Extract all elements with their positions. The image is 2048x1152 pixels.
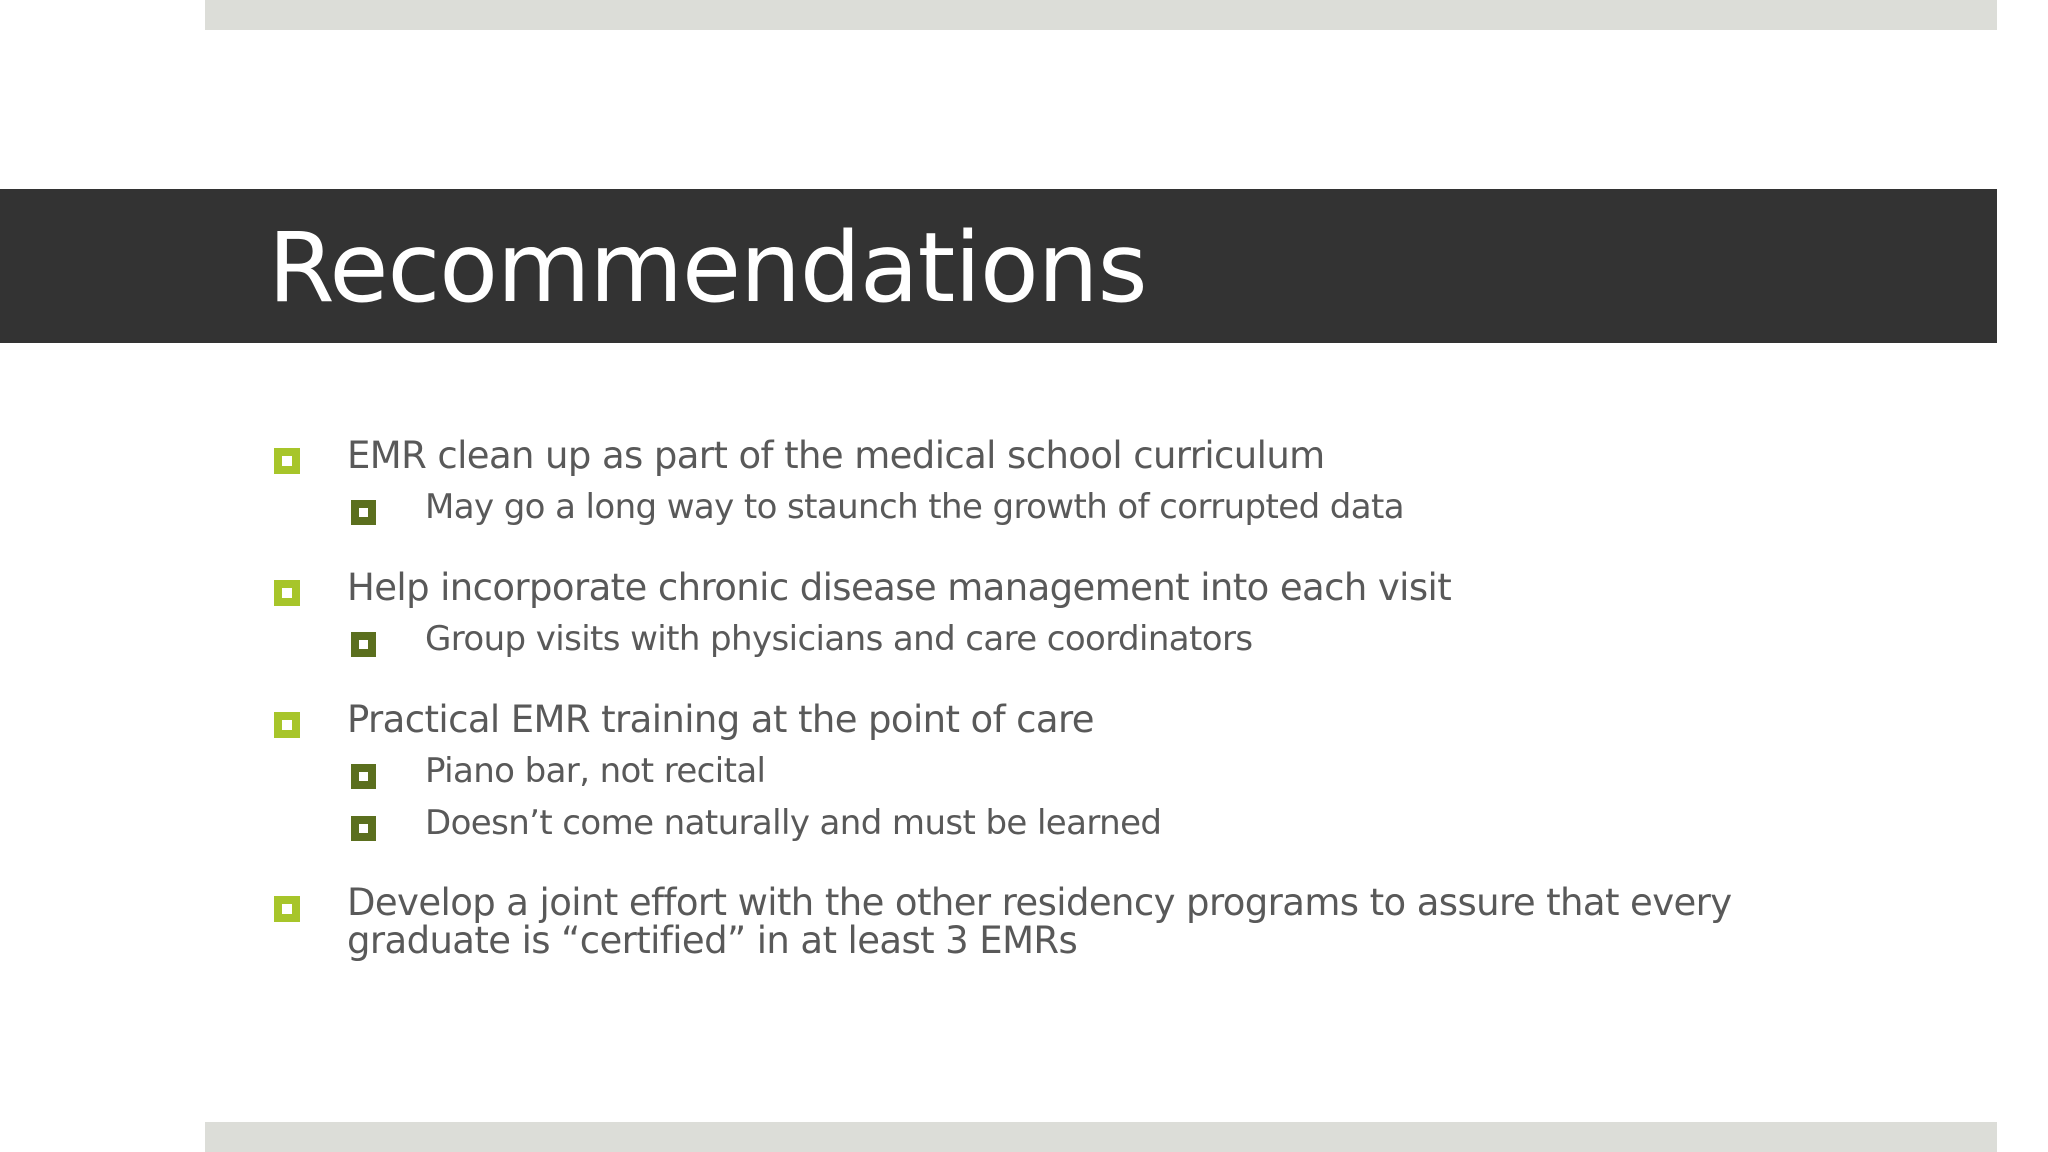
- level1-bullet: [270, 436, 1830, 476]
- bullet-list: [270, 436, 1830, 960]
- sub-bullet-text: Doesn’t come naturally and must be learned: [425, 803, 1162, 843]
- hollow-square-bullet-icon: [351, 764, 376, 789]
- bullet-item: [270, 436, 1830, 528]
- level2-bullet: [270, 618, 1830, 660]
- hollow-square-bullet-icon: [274, 448, 300, 474]
- hollow-square-bullet-icon: [351, 500, 376, 525]
- bullet-text: EMR clean up as part of the medical school curriculum: [347, 434, 1325, 477]
- bottom-accent-band: [205, 1122, 1997, 1152]
- hollow-square-bullet-icon: [274, 896, 300, 922]
- sub-bullet-text: Group visits with physicians and care coordinators: [425, 619, 1253, 659]
- bullet-item: [270, 881, 1830, 962]
- bullet-text: Practical EMR training at the point of care: [347, 698, 1094, 741]
- bullet-text: Help incorporate chronic disease management into each visit: [347, 566, 1452, 609]
- sub-bullet-text: Piano bar, not recital: [425, 751, 766, 791]
- bullet-item: [270, 700, 1830, 844]
- hollow-square-bullet-icon: [351, 632, 376, 657]
- level1-bullet: [270, 700, 1830, 740]
- level1-bullet: [270, 881, 1830, 962]
- slide-title: Recommendations: [268, 212, 1147, 324]
- level1-bullet: [270, 568, 1830, 608]
- top-accent-band: [205, 0, 1997, 30]
- level2-bullet: [270, 802, 1830, 844]
- sub-bullet-text: May go a long way to staunch the growth of corrupted data: [425, 487, 1404, 527]
- hollow-square-bullet-icon: [351, 816, 376, 841]
- bullet-text: Develop a joint effort with the other residency programs to assure that every graduate is “certified” in at least 3 EMRs: [347, 881, 1732, 962]
- hollow-square-bullet-icon: [274, 580, 300, 606]
- level2-bullet: [270, 486, 1830, 528]
- level2-bullet: [270, 750, 1830, 792]
- bullet-item: [270, 568, 1830, 660]
- hollow-square-bullet-icon: [274, 712, 300, 738]
